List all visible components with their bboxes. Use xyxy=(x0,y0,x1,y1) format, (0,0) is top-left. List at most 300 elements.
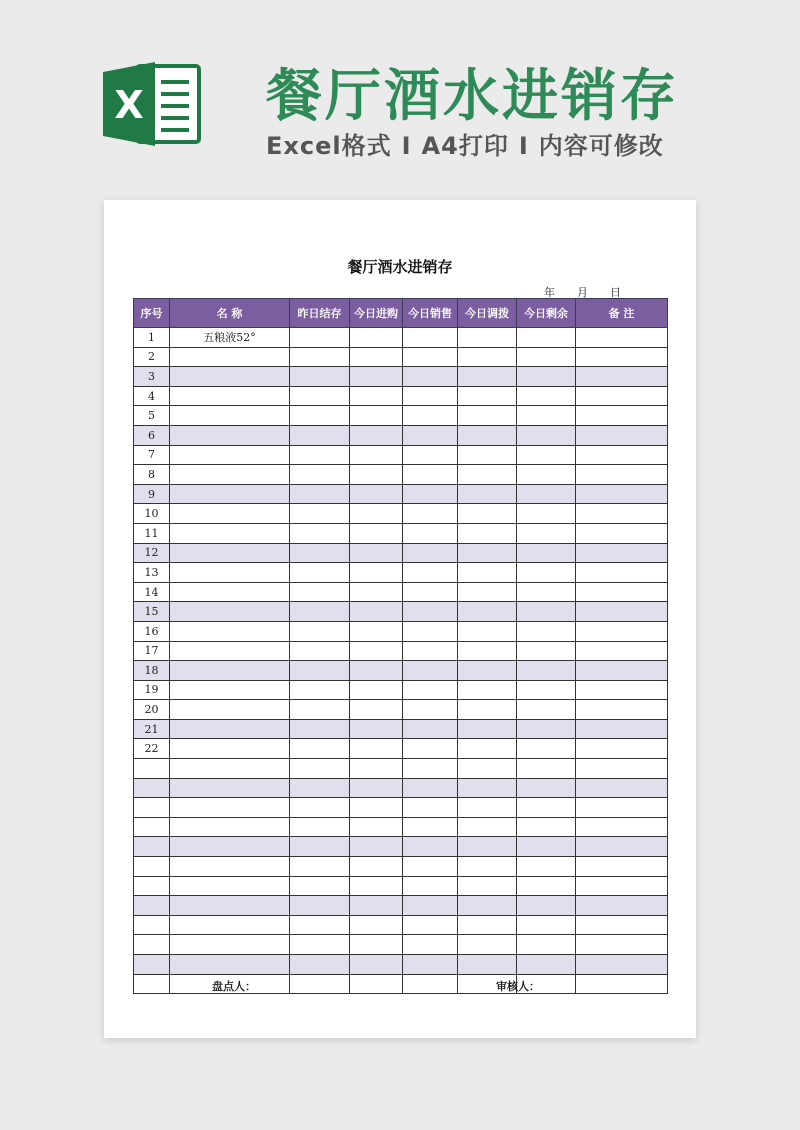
table-cell[interactable] xyxy=(458,857,517,877)
table-cell[interactable] xyxy=(458,955,517,975)
table-cell[interactable] xyxy=(350,445,403,465)
table-cell[interactable] xyxy=(403,837,458,857)
table-cell[interactable] xyxy=(350,602,403,622)
table-cell[interactable] xyxy=(134,759,170,779)
table-cell[interactable] xyxy=(290,974,350,994)
table-row xyxy=(134,484,668,504)
table-cell[interactable] xyxy=(290,876,350,896)
table-cell[interactable] xyxy=(350,406,403,426)
table-cell[interactable] xyxy=(350,955,403,975)
table-cell[interactable] xyxy=(458,876,517,896)
table-cell[interactable] xyxy=(350,504,403,524)
table-cell[interactable] xyxy=(458,347,517,367)
table-cell[interactable] xyxy=(403,602,458,622)
table-cell[interactable] xyxy=(403,563,458,583)
table-cell[interactable] xyxy=(290,719,350,739)
table-cell[interactable] xyxy=(134,896,170,916)
table-cell[interactable] xyxy=(403,915,458,935)
table-cell[interactable] xyxy=(170,523,290,543)
table-cell[interactable] xyxy=(576,837,668,857)
table-cell[interactable] xyxy=(458,582,517,602)
table-cell[interactable] xyxy=(458,700,517,720)
table-cell[interactable] xyxy=(458,484,517,504)
table-cell[interactable] xyxy=(290,582,350,602)
table-cell[interactable] xyxy=(350,817,403,837)
table-cell[interactable] xyxy=(290,425,350,445)
table-cell[interactable] xyxy=(403,857,458,877)
table-cell[interactable]: 17 xyxy=(134,641,170,661)
date-day-label: 日 xyxy=(610,286,621,299)
table-cell[interactable] xyxy=(403,425,458,445)
table-row xyxy=(134,504,668,524)
table-cell[interactable] xyxy=(350,621,403,641)
table-cell[interactable] xyxy=(517,386,576,406)
table-cell[interactable] xyxy=(170,543,290,563)
table-cell[interactable] xyxy=(403,719,458,739)
table-cell[interactable] xyxy=(517,367,576,387)
table-cell[interactable] xyxy=(403,739,458,759)
table-cell[interactable] xyxy=(517,955,576,975)
table-cell[interactable] xyxy=(403,543,458,563)
table-cell[interactable] xyxy=(403,778,458,798)
table-cell[interactable] xyxy=(134,837,170,857)
table-cell[interactable] xyxy=(170,563,290,583)
table-cell[interactable] xyxy=(170,484,290,504)
table-cell[interactable] xyxy=(170,778,290,798)
excel-logo-icon xyxy=(103,62,201,146)
table-cell[interactable] xyxy=(458,641,517,661)
table-cell[interactable] xyxy=(170,504,290,524)
table-cell[interactable] xyxy=(576,739,668,759)
table-cell[interactable] xyxy=(134,876,170,896)
table-cell[interactable] xyxy=(290,406,350,426)
table-cell[interactable] xyxy=(290,641,350,661)
table-cell[interactable] xyxy=(403,661,458,681)
table-cell[interactable]: 2 xyxy=(134,347,170,367)
table-cell[interactable] xyxy=(576,817,668,837)
table-cell[interactable] xyxy=(170,661,290,681)
table-cell[interactable] xyxy=(403,955,458,975)
table-cell[interactable]: 5 xyxy=(134,406,170,426)
table-cell[interactable]: 4 xyxy=(134,386,170,406)
table-cell[interactable] xyxy=(350,328,403,348)
table-cell[interactable] xyxy=(576,719,668,739)
table-cell[interactable] xyxy=(576,876,668,896)
table-cell[interactable]: 15 xyxy=(134,602,170,622)
table-cell[interactable] xyxy=(517,700,576,720)
table-cell[interactable] xyxy=(170,386,290,406)
table-cell[interactable] xyxy=(350,857,403,877)
table-cell[interactable] xyxy=(170,817,290,837)
table-cell[interactable] xyxy=(134,817,170,837)
table-cell[interactable]: 12 xyxy=(134,543,170,563)
table-cell[interactable] xyxy=(458,935,517,955)
table-cell[interactable] xyxy=(170,680,290,700)
table-cell[interactable] xyxy=(576,582,668,602)
table-cell[interactable] xyxy=(576,602,668,622)
table-cell[interactable]: 16 xyxy=(134,621,170,641)
table-cell[interactable] xyxy=(517,563,576,583)
table-cell[interactable] xyxy=(517,465,576,485)
table-row xyxy=(134,445,668,465)
table-cell[interactable] xyxy=(170,621,290,641)
table-cell[interactable] xyxy=(350,465,403,485)
table-cell[interactable] xyxy=(350,543,403,563)
table-cell[interactable] xyxy=(458,915,517,935)
table-cell[interactable] xyxy=(403,935,458,955)
table-row xyxy=(134,347,668,367)
table-cell[interactable] xyxy=(290,543,350,563)
table-cell[interactable] xyxy=(576,955,668,975)
table-cell[interactable] xyxy=(458,837,517,857)
table-cell[interactable] xyxy=(458,406,517,426)
table-cell[interactable] xyxy=(403,974,458,994)
table-header-row xyxy=(134,299,668,328)
table-cell[interactable] xyxy=(403,484,458,504)
column-header: 今日剩余 xyxy=(517,299,576,328)
table-cell[interactable] xyxy=(290,700,350,720)
table-row xyxy=(134,915,668,935)
table-cell[interactable]: 13 xyxy=(134,563,170,583)
table-cell[interactable]: 10 xyxy=(134,504,170,524)
table-cell[interactable] xyxy=(576,857,668,877)
table-cell[interactable]: 6 xyxy=(134,425,170,445)
table-cell[interactable] xyxy=(350,837,403,857)
table-cell[interactable] xyxy=(517,661,576,681)
table-cell[interactable] xyxy=(576,484,668,504)
table-cell[interactable] xyxy=(170,465,290,485)
table-cell[interactable] xyxy=(458,386,517,406)
table-cell[interactable] xyxy=(517,719,576,739)
table-cell[interactable] xyxy=(290,778,350,798)
table-cell[interactable] xyxy=(350,484,403,504)
table-cell[interactable] xyxy=(290,739,350,759)
table-cell[interactable] xyxy=(403,759,458,779)
table-cell[interactable] xyxy=(290,328,350,348)
table-cell[interactable] xyxy=(170,406,290,426)
table-row xyxy=(134,406,668,426)
table-cell[interactable] xyxy=(290,857,350,877)
table-cell[interactable] xyxy=(403,876,458,896)
table-cell[interactable]: 8 xyxy=(134,465,170,485)
table-cell[interactable] xyxy=(290,386,350,406)
table-cell[interactable] xyxy=(517,857,576,877)
table-cell[interactable] xyxy=(576,759,668,779)
table-cell[interactable] xyxy=(517,759,576,779)
subtitle-separator: I xyxy=(518,132,529,160)
table-row xyxy=(134,680,668,700)
table-cell[interactable] xyxy=(458,817,517,837)
table-cell[interactable] xyxy=(576,935,668,955)
table-cell[interactable] xyxy=(403,386,458,406)
table-cell[interactable] xyxy=(403,621,458,641)
table-cell[interactable] xyxy=(170,857,290,877)
table-cell[interactable] xyxy=(517,523,576,543)
column-header: 今日进购 xyxy=(350,299,403,328)
table-cell[interactable] xyxy=(170,759,290,779)
table-cell[interactable] xyxy=(458,896,517,916)
table-cell[interactable] xyxy=(134,974,170,994)
table-cell[interactable] xyxy=(458,739,517,759)
table-cell[interactable] xyxy=(170,582,290,602)
table-cell[interactable] xyxy=(403,523,458,543)
table-cell[interactable] xyxy=(350,739,403,759)
table-cell[interactable] xyxy=(576,347,668,367)
table-cell[interactable] xyxy=(458,328,517,348)
table-cell[interactable] xyxy=(576,621,668,641)
table-cell[interactable] xyxy=(350,680,403,700)
table-cell[interactable] xyxy=(350,759,403,779)
table-cell[interactable] xyxy=(458,543,517,563)
table-cell[interactable] xyxy=(458,759,517,779)
table-cell[interactable] xyxy=(403,367,458,387)
table-cell[interactable] xyxy=(290,523,350,543)
table-cell[interactable] xyxy=(403,465,458,485)
table-cell[interactable]: 3 xyxy=(134,367,170,387)
table-cell[interactable] xyxy=(290,896,350,916)
table-row xyxy=(134,935,668,955)
table-cell[interactable] xyxy=(403,680,458,700)
table-cell[interactable] xyxy=(290,817,350,837)
table-cell[interactable] xyxy=(576,798,668,818)
table-cell[interactable] xyxy=(517,602,576,622)
table-cell[interactable] xyxy=(403,700,458,720)
table-cell[interactable] xyxy=(170,739,290,759)
table-cell[interactable] xyxy=(517,837,576,857)
table-cell[interactable] xyxy=(350,719,403,739)
table-cell[interactable] xyxy=(170,896,290,916)
table-cell[interactable] xyxy=(290,798,350,818)
table-cell[interactable] xyxy=(170,915,290,935)
column-header: 今日调拨 xyxy=(458,299,517,328)
table-cell[interactable]: 18 xyxy=(134,661,170,681)
table-cell[interactable] xyxy=(576,406,668,426)
table-cell[interactable] xyxy=(350,582,403,602)
table-cell[interactable]: 1 xyxy=(134,328,170,348)
table-cell[interactable] xyxy=(517,347,576,367)
table-cell[interactable] xyxy=(290,680,350,700)
table-cell[interactable] xyxy=(403,817,458,837)
table-row xyxy=(134,798,668,818)
table-cell[interactable] xyxy=(170,837,290,857)
table-cell[interactable] xyxy=(170,367,290,387)
table-cell[interactable] xyxy=(576,386,668,406)
table-cell[interactable] xyxy=(170,798,290,818)
table-cell[interactable] xyxy=(517,543,576,563)
table-cell[interactable] xyxy=(350,915,403,935)
table-cell[interactable] xyxy=(458,445,517,465)
table-cell[interactable] xyxy=(517,621,576,641)
table-cell[interactable] xyxy=(350,896,403,916)
table-cell[interactable] xyxy=(517,680,576,700)
table-cell[interactable] xyxy=(576,465,668,485)
table-cell[interactable]: 14 xyxy=(134,582,170,602)
table-cell[interactable] xyxy=(350,778,403,798)
table-cell[interactable] xyxy=(170,602,290,622)
table-cell[interactable]: 五粮液52° xyxy=(170,328,290,348)
table-row xyxy=(134,465,668,485)
table-cell[interactable] xyxy=(458,778,517,798)
table-cell[interactable] xyxy=(350,347,403,367)
table-cell[interactable] xyxy=(576,504,668,524)
table-cell[interactable] xyxy=(403,328,458,348)
table-cell[interactable] xyxy=(458,563,517,583)
table-cell[interactable] xyxy=(290,367,350,387)
table-cell[interactable] xyxy=(403,798,458,818)
table-cell[interactable] xyxy=(403,582,458,602)
table-cell[interactable] xyxy=(170,445,290,465)
table-cell[interactable] xyxy=(290,621,350,641)
table-cell[interactable] xyxy=(517,406,576,426)
table-cell[interactable]: 22 xyxy=(134,739,170,759)
table-cell[interactable] xyxy=(576,778,668,798)
table-cell[interactable] xyxy=(290,955,350,975)
table-cell[interactable] xyxy=(517,445,576,465)
table-cell[interactable] xyxy=(517,582,576,602)
table-row xyxy=(134,425,668,445)
table-cell[interactable] xyxy=(458,798,517,818)
table-row xyxy=(134,543,668,563)
table-cell[interactable]: 9 xyxy=(134,484,170,504)
table-cell[interactable] xyxy=(458,367,517,387)
table-cell[interactable] xyxy=(134,935,170,955)
table-cell[interactable] xyxy=(290,465,350,485)
table-cell[interactable] xyxy=(576,445,668,465)
table-cell[interactable] xyxy=(576,563,668,583)
table-cell[interactable] xyxy=(517,915,576,935)
table-cell[interactable] xyxy=(403,347,458,367)
table-cell[interactable] xyxy=(290,661,350,681)
table-cell[interactable] xyxy=(576,328,668,348)
table-cell[interactable]: 19 xyxy=(134,680,170,700)
table-cell[interactable] xyxy=(576,974,668,994)
table-cell[interactable] xyxy=(170,641,290,661)
table-cell[interactable] xyxy=(576,680,668,700)
table-cell[interactable] xyxy=(576,896,668,916)
table-cell[interactable] xyxy=(134,857,170,877)
table-cell[interactable] xyxy=(170,347,290,367)
table-cell[interactable] xyxy=(170,719,290,739)
table-row xyxy=(134,817,668,837)
table-cell[interactable] xyxy=(290,445,350,465)
table-cell[interactable] xyxy=(403,445,458,465)
table-cell[interactable] xyxy=(517,876,576,896)
table-cell[interactable] xyxy=(350,425,403,445)
table-cell[interactable] xyxy=(458,504,517,524)
table-cell[interactable] xyxy=(134,798,170,818)
table-cell[interactable] xyxy=(170,700,290,720)
table-cell[interactable] xyxy=(458,425,517,445)
table-cell[interactable] xyxy=(458,661,517,681)
table-row xyxy=(134,602,668,622)
table-cell[interactable] xyxy=(403,406,458,426)
table-cell[interactable] xyxy=(134,915,170,935)
table-cell[interactable] xyxy=(576,543,668,563)
table-cell[interactable] xyxy=(290,563,350,583)
table-cell[interactable] xyxy=(170,935,290,955)
table-cell[interactable] xyxy=(517,798,576,818)
table-cell[interactable] xyxy=(350,367,403,387)
table-cell[interactable] xyxy=(517,641,576,661)
table-cell[interactable] xyxy=(458,680,517,700)
table-cell[interactable] xyxy=(350,523,403,543)
table-cell[interactable]: 21 xyxy=(134,719,170,739)
table-cell[interactable] xyxy=(290,935,350,955)
date-year-label: 年 xyxy=(544,286,555,299)
table-cell[interactable] xyxy=(290,915,350,935)
table-cell[interactable] xyxy=(458,621,517,641)
table-cell[interactable] xyxy=(290,484,350,504)
table-cell[interactable] xyxy=(576,367,668,387)
table-row xyxy=(134,778,668,798)
table-cell[interactable] xyxy=(290,837,350,857)
table-cell[interactable] xyxy=(458,465,517,485)
table-cell[interactable] xyxy=(517,504,576,524)
table-cell[interactable] xyxy=(403,896,458,916)
table-cell[interactable] xyxy=(517,425,576,445)
table-row xyxy=(134,857,668,877)
table-cell[interactable] xyxy=(350,700,403,720)
table-cell[interactable] xyxy=(576,661,668,681)
table-cell[interactable] xyxy=(403,504,458,524)
table-cell[interactable] xyxy=(134,955,170,975)
spreadsheet-page xyxy=(104,200,696,1038)
table-cell[interactable] xyxy=(350,563,403,583)
table-cell[interactable]: 20 xyxy=(134,700,170,720)
table-cell[interactable] xyxy=(350,974,403,994)
table-cell[interactable] xyxy=(170,876,290,896)
table-row xyxy=(134,719,668,739)
table-cell[interactable] xyxy=(290,347,350,367)
table-cell[interactable] xyxy=(350,386,403,406)
table-cell[interactable] xyxy=(134,778,170,798)
table-cell[interactable] xyxy=(517,935,576,955)
inventory-table xyxy=(133,298,668,994)
table-cell[interactable] xyxy=(458,523,517,543)
table-cell[interactable] xyxy=(576,700,668,720)
table-cell[interactable] xyxy=(517,484,576,504)
table-cell[interactable] xyxy=(290,602,350,622)
table-cell[interactable] xyxy=(350,876,403,896)
table-cell[interactable] xyxy=(458,602,517,622)
subtitle-format: Excel格式 xyxy=(266,132,392,160)
table-cell[interactable] xyxy=(170,955,290,975)
table-cell[interactable] xyxy=(517,778,576,798)
table-cell[interactable] xyxy=(517,896,576,916)
table-cell[interactable] xyxy=(458,719,517,739)
table-cell[interactable] xyxy=(576,915,668,935)
table-cell[interactable] xyxy=(517,817,576,837)
table-cell[interactable]: 11 xyxy=(134,523,170,543)
table-row xyxy=(134,896,668,916)
table-cell[interactable] xyxy=(290,759,350,779)
table-cell[interactable] xyxy=(576,523,668,543)
table-cell[interactable] xyxy=(170,425,290,445)
table-cell[interactable] xyxy=(290,504,350,524)
table-cell[interactable] xyxy=(350,641,403,661)
table-cell[interactable] xyxy=(403,641,458,661)
table-cell[interactable] xyxy=(517,328,576,348)
table-cell[interactable] xyxy=(576,425,668,445)
table-cell[interactable] xyxy=(576,641,668,661)
table-cell[interactable] xyxy=(350,798,403,818)
table-cell[interactable] xyxy=(350,661,403,681)
table-cell[interactable] xyxy=(517,739,576,759)
counter-signature-label: 盘点人： xyxy=(212,980,256,993)
table-row xyxy=(134,328,668,348)
table-cell[interactable]: 7 xyxy=(134,445,170,465)
table-cell[interactable] xyxy=(350,935,403,955)
